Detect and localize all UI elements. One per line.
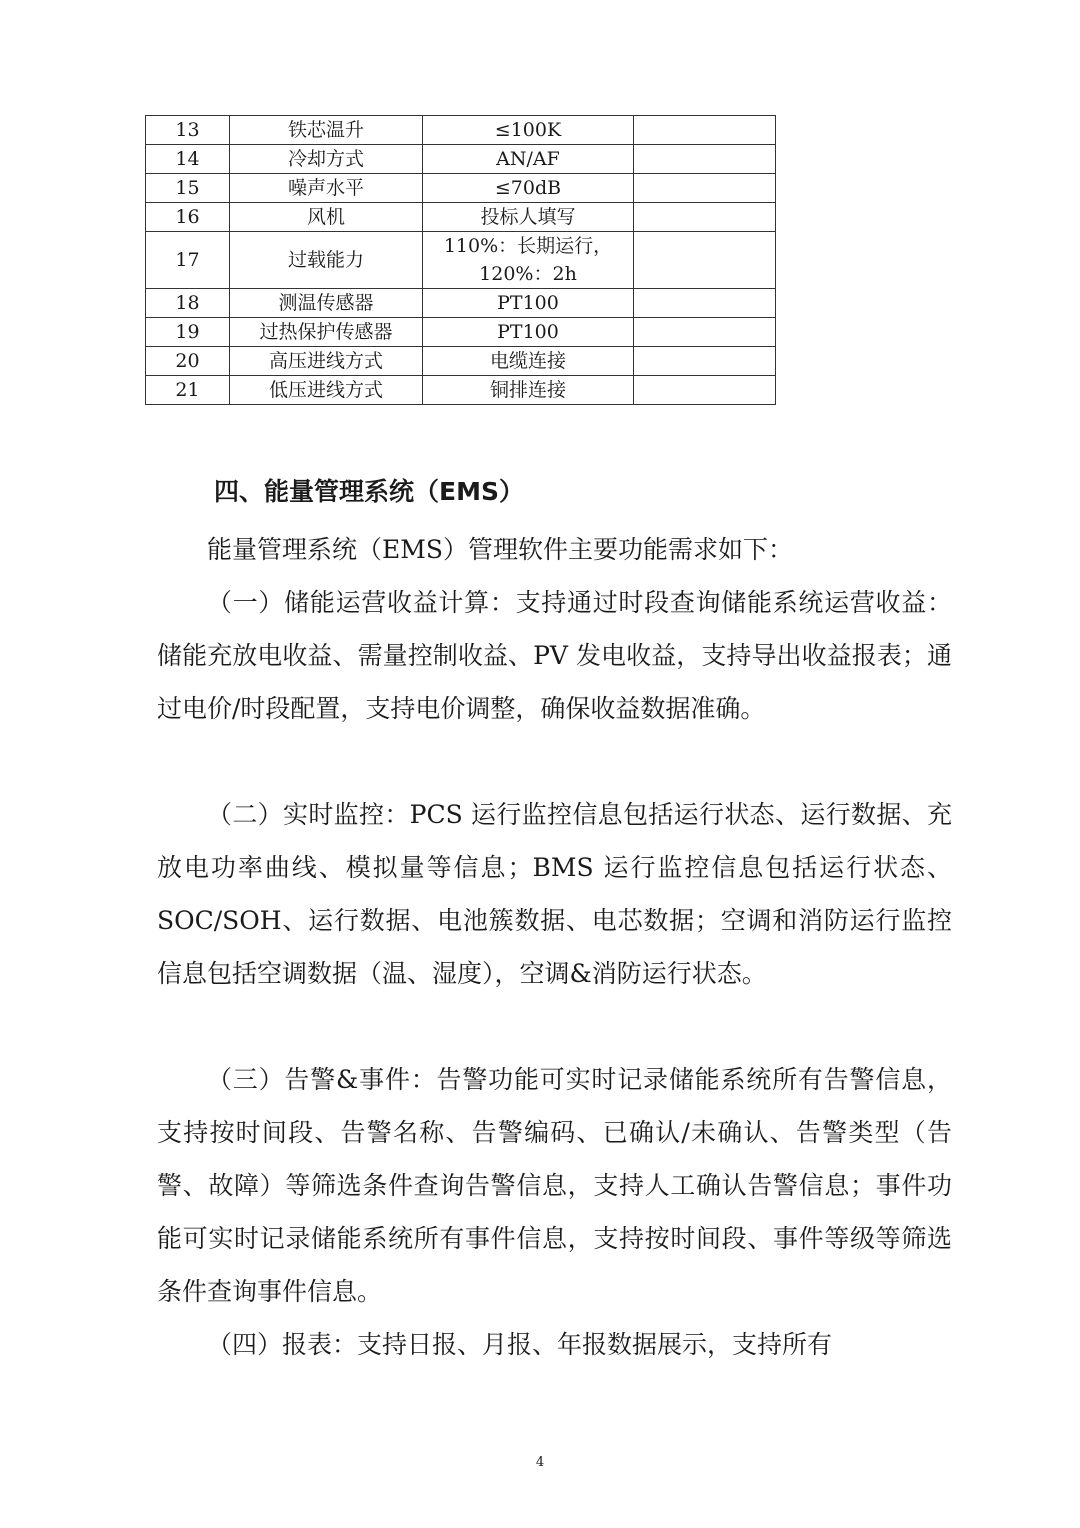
paragraph-alarms: （三）告警&事件：告警功能可实时记录储能系统所有告警信息，支持按时间段、告警名称、告警编码、已确认/未确认、告警类型（告警、故障）等筛选条件查询告警信息，支持人工确认告警信息；事件功能可实时记录储能系统所有事件信息，支持按时间段、事件等级等筛选条件查询事件信息。 <box>157 1065 952 1306</box>
remark-cell <box>634 145 776 174</box>
table-row <box>146 289 776 318</box>
table-row <box>146 203 776 232</box>
remark-cell <box>634 203 776 232</box>
page-number: 4 <box>535 1455 545 1470</box>
table-row <box>146 347 776 376</box>
item-name-cell: 高压进线方式 <box>230 347 423 376</box>
remark-cell <box>634 318 776 347</box>
spec-table-body <box>146 116 776 405</box>
value-cell <box>423 347 634 376</box>
value-line: ≤100K <box>494 119 562 141</box>
remark-cell <box>634 174 776 203</box>
paragraph-revenue: （一）储能运营收益计算：支持通过时段查询储能系统运营收益：储能充放电收益、需量控制收益、PV 发电收益，支持导出收益报表；通过电价/时段配置，支持电价调整，确保收益数据准确。 <box>157 588 952 723</box>
item-name-cell: 过载能力 <box>230 232 423 289</box>
row-number-cell: 16 <box>146 203 230 232</box>
row-number-cell: 19 <box>146 318 230 347</box>
value-cell <box>423 318 634 347</box>
remark-cell <box>634 376 776 405</box>
value-line: PT100 <box>497 321 559 343</box>
table-row <box>146 232 776 289</box>
item-name-cell: 测温传感器 <box>230 289 423 318</box>
item-name-cell: 低压进线方式 <box>230 376 423 405</box>
row-number-cell: 14 <box>146 145 230 174</box>
value-cell <box>423 145 634 174</box>
item-name-cell: 噪声水平 <box>230 174 423 203</box>
value-cell <box>423 289 634 318</box>
table-row <box>146 145 776 174</box>
paragraph-intro: 能量管理系统（EMS）管理软件主要功能需求如下： <box>207 535 793 564</box>
value-line: 110%：长期运行， <box>443 235 613 257</box>
value-cell <box>423 376 634 405</box>
item-name-cell: 过热保护传感器 <box>230 318 423 347</box>
table-row <box>146 376 776 405</box>
item-name-cell: 风机 <box>230 203 423 232</box>
paragraph-reports: （四）报表：支持日报、月报、年报数据展示，支持所有 <box>207 1330 833 1359</box>
table-row <box>146 174 776 203</box>
remark-cell <box>634 232 776 289</box>
row-number-cell: 18 <box>146 289 230 318</box>
value-cell <box>423 232 634 289</box>
value-cell <box>423 174 634 203</box>
row-number-cell: 15 <box>146 174 230 203</box>
value-line: AN/AF <box>496 148 560 170</box>
spec-table <box>145 115 776 405</box>
row-number-cell: 21 <box>146 376 230 405</box>
row-number-cell: 20 <box>146 347 230 376</box>
value-line: 投标人填写 <box>480 206 576 228</box>
value-line: 120%：2h <box>479 263 577 285</box>
value-line: 铜排连接 <box>489 379 566 401</box>
remark-cell <box>634 116 776 145</box>
paragraph-monitoring: （二）实时监控：PCS 运行监控信息包括运行状态、运行数据、充放电功率曲线、模拟量等信息；BMS 运行监控信息包括运行状态、SOC/SOH、运行数据、电池簇数据、电芯数据；空调和消防运行监控信息包括空调数据（温、湿度），空调&消防运行状态。 <box>157 800 952 988</box>
value-cell <box>423 116 634 145</box>
table-row <box>146 116 776 145</box>
item-name-cell: 铁芯温升 <box>230 116 423 145</box>
row-number-cell: 13 <box>146 116 230 145</box>
section-heading: 四、能量管理系统（EMS） <box>214 477 524 506</box>
item-name-cell: 冷却方式 <box>230 145 423 174</box>
value-line: PT100 <box>497 292 559 314</box>
remark-cell <box>634 347 776 376</box>
value-line: 电缆连接 <box>489 350 566 372</box>
value-cell <box>423 203 634 232</box>
row-number-cell: 17 <box>146 232 230 289</box>
value-line: ≤70dB <box>494 177 562 199</box>
table-row <box>146 318 776 347</box>
remark-cell <box>634 289 776 318</box>
